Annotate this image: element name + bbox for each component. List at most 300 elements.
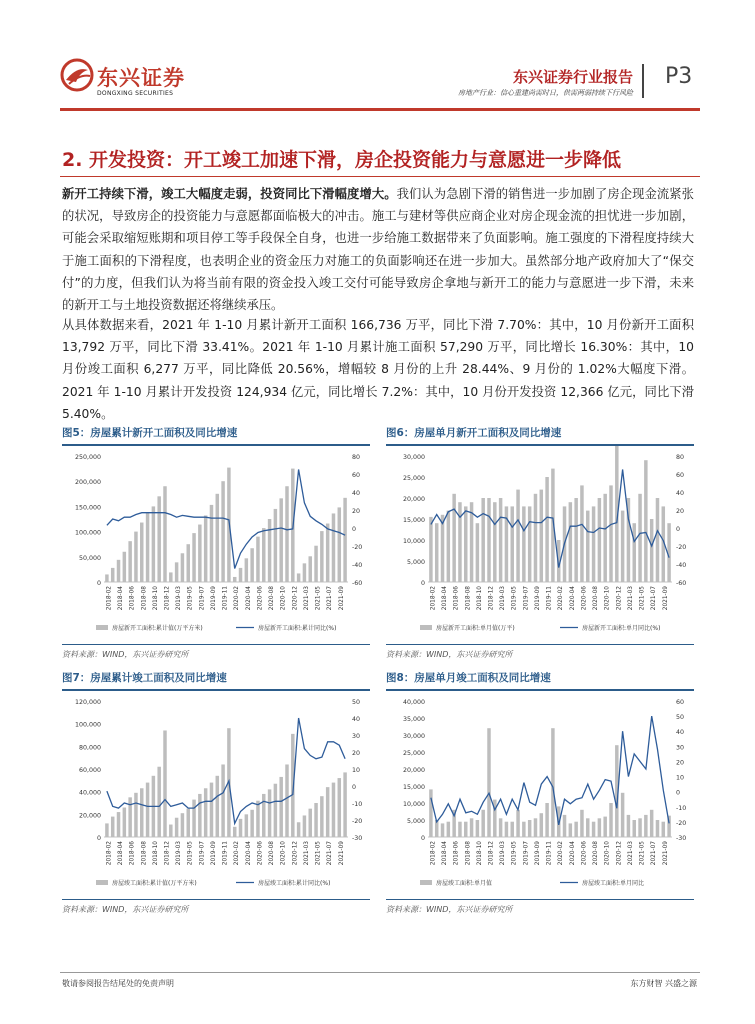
figure-title: 图8：房屋单月竣工面积及同比增速 <box>386 672 551 684</box>
x-tick-label: 2019-07 <box>523 586 530 611</box>
bar <box>470 818 473 837</box>
x-tick-label: 2018-02 <box>430 586 437 611</box>
x-tick-label: 2018-08 <box>141 586 148 611</box>
report-subtitle: 房地产行业：信心重建尚需时日，供需两弱持续下行风险 <box>458 89 633 97</box>
x-tick-label: 2021-09 <box>338 841 345 866</box>
y-right-tick-label: 20 <box>352 750 361 757</box>
logo-mark-icon <box>60 58 94 92</box>
x-tick-label: 2019-09 <box>210 586 217 611</box>
y-left-tick-label: 20,000 <box>78 812 101 820</box>
x-tick-label: 2018-04 <box>442 841 449 866</box>
bar <box>274 509 277 582</box>
x-tick-label: 2020-06 <box>257 586 264 611</box>
figure-bottom-rule <box>62 644 370 645</box>
y-left-tick-label: 50,000 <box>78 554 101 562</box>
legend-bar-label: 房屋竣工面积:单月值 <box>436 880 493 887</box>
paragraph-1 <box>62 183 694 316</box>
bar <box>233 827 236 837</box>
bar <box>580 810 583 837</box>
bar <box>627 815 630 837</box>
bar <box>279 777 282 837</box>
y-right-tick-label: -30 <box>676 835 687 842</box>
x-tick-label: 2019-05 <box>187 586 194 611</box>
bar <box>169 825 172 837</box>
bar <box>510 506 513 582</box>
bar <box>274 784 277 837</box>
x-tick-label: 2021-05 <box>639 586 646 611</box>
x-tick-label: 2018-06 <box>129 586 136 611</box>
bar <box>638 818 641 837</box>
chart-monthly-new-starts <box>386 446 694 640</box>
bar <box>285 486 288 582</box>
bar <box>586 511 589 582</box>
bar <box>592 506 595 582</box>
y-right-tick-label: 40 <box>676 729 685 737</box>
y-right-tick-label: 10 <box>352 767 361 774</box>
legend-bar-swatch <box>96 880 108 885</box>
x-tick-label: 2020-02 <box>234 586 241 611</box>
bar <box>650 810 653 837</box>
x-tick-label: 2021-07 <box>651 586 658 611</box>
x-tick-label: 2018-04 <box>118 586 125 611</box>
x-tick-label: 2018-10 <box>152 586 159 611</box>
y-right-tick-label: 80 <box>352 454 361 461</box>
bar <box>516 810 519 837</box>
y-left-tick-label: 10,000 <box>402 538 425 545</box>
bar <box>245 558 248 582</box>
bar <box>452 494 455 582</box>
x-tick-label: 2020-08 <box>269 841 276 866</box>
bar <box>551 728 554 837</box>
x-tick-label: 2019-05 <box>511 586 518 611</box>
x-tick-label: 2020-02 <box>558 841 565 866</box>
bar <box>534 494 537 582</box>
x-tick-label: 2018-12 <box>488 586 495 611</box>
bar <box>487 498 490 582</box>
x-tick-label: 2021-07 <box>327 586 334 611</box>
figure-source: 资料来源：WIND，东兴证券研究所 <box>62 905 189 914</box>
bar <box>656 498 659 582</box>
x-tick-label: 2020-12 <box>292 586 299 611</box>
chart-cumulative-new-starts <box>62 446 370 640</box>
bar <box>326 787 329 837</box>
legend-line-label: 房屋竣工面积:单月同比 <box>582 880 645 887</box>
y-right-tick-label: 10 <box>676 774 685 782</box>
x-tick-label: 2018-12 <box>488 841 495 866</box>
y-left-tick-label: 15,000 <box>402 784 425 791</box>
bar <box>603 494 606 582</box>
header-rule <box>60 108 700 111</box>
bar <box>481 810 484 837</box>
bar <box>343 772 346 837</box>
x-tick-label: 2020-06 <box>581 841 588 866</box>
bar <box>603 817 606 837</box>
x-tick-label: 2018-08 <box>141 841 148 866</box>
report-title: 东兴证券行业报告 <box>512 68 633 86</box>
x-tick-label: 2021-07 <box>651 841 658 866</box>
x-tick-label: 2019-05 <box>187 841 194 866</box>
y-right-tick-label: 40 <box>352 490 361 497</box>
x-tick-label: 2019-09 <box>534 586 541 611</box>
x-tick-label: 2020-12 <box>616 841 623 866</box>
x-tick-label: 2020-10 <box>604 586 611 611</box>
chart-monthly-completions <box>386 691 694 895</box>
bar <box>308 556 311 582</box>
bar <box>216 776 219 837</box>
x-tick-label: 2018-08 <box>465 841 472 866</box>
y-right-tick-label: 40 <box>352 716 361 723</box>
bar <box>117 560 120 582</box>
legend-bar-swatch <box>420 880 432 885</box>
bar <box>563 815 566 837</box>
bar <box>128 541 131 582</box>
bar <box>320 796 323 837</box>
y-right-tick-label: 30 <box>352 733 361 740</box>
y-right-tick-label: 80 <box>676 454 685 461</box>
figure-5 <box>62 425 370 665</box>
x-tick-label: 2018-02 <box>106 586 113 611</box>
bar <box>650 519 653 582</box>
legend-bar-label: 房屋竣工面积:累计值(万平方米) <box>112 880 197 887</box>
x-tick-label: 2020-10 <box>604 841 611 866</box>
bar <box>256 801 259 837</box>
bar <box>476 820 479 837</box>
bar <box>157 767 160 837</box>
bar <box>111 817 114 837</box>
y-left-tick-label: 40,000 <box>78 789 101 797</box>
bar <box>198 794 201 837</box>
y-right-tick-label: 0 <box>676 789 681 797</box>
bar <box>464 506 467 582</box>
x-tick-label: 2021-03 <box>627 841 634 866</box>
y-right-tick-label: -60 <box>352 580 363 587</box>
bar <box>332 513 335 582</box>
bar <box>297 573 300 582</box>
y-left-tick-label: 0 <box>420 835 425 842</box>
figure-title: 图6：房屋单月新开工面积及同比增速 <box>386 427 562 439</box>
bar <box>186 544 189 582</box>
company-logo <box>60 58 94 92</box>
paragraph-1-lead: 新开工持续下滑，竣工大幅度走弱，投资同比下滑幅度增大。 <box>62 187 397 201</box>
chart-cumulative-completions <box>62 691 370 895</box>
x-tick-label: 2020-04 <box>245 586 252 611</box>
x-tick-label: 2020-02 <box>558 586 565 611</box>
bar <box>210 783 213 837</box>
bar <box>204 515 207 582</box>
bar <box>338 507 341 582</box>
bar <box>332 783 335 837</box>
x-tick-label: 2018-06 <box>129 841 136 866</box>
bar <box>198 525 201 582</box>
bar <box>528 820 531 837</box>
legend-line-label: 房屋竣工面积:累计同比(%) <box>258 880 331 887</box>
y-right-tick-label: -60 <box>676 580 687 587</box>
bar <box>192 533 195 582</box>
footer-disclaimer: 敬请参阅报告结尾处的免责声明 <box>62 979 174 988</box>
y-left-tick-label: 30,000 <box>402 454 425 461</box>
bar <box>574 498 577 582</box>
bar <box>638 494 641 582</box>
y-left-tick-label: 10,000 <box>402 801 425 808</box>
bar <box>111 568 114 582</box>
x-tick-label: 2018-02 <box>106 841 113 866</box>
legend-line-label: 房屋新开工面积:累计同比(%) <box>258 625 337 632</box>
figure-source: 资料来源：WIND，东兴证券研究所 <box>386 650 513 659</box>
bar <box>256 537 259 582</box>
bar <box>308 809 311 837</box>
bar <box>569 502 572 582</box>
bar <box>592 822 595 837</box>
y-left-tick-label: 15,000 <box>402 517 425 524</box>
bar <box>429 789 432 837</box>
bar <box>574 822 577 837</box>
section-rule <box>60 176 700 177</box>
bar <box>522 506 525 582</box>
y-right-tick-label: -20 <box>676 819 687 827</box>
bar <box>152 506 155 582</box>
bar <box>303 563 306 582</box>
bar <box>181 553 184 582</box>
bar <box>569 823 572 837</box>
x-tick-label: 2021-09 <box>662 586 669 611</box>
bar <box>458 822 461 837</box>
bar <box>105 823 108 837</box>
x-tick-label: 2020-12 <box>616 586 623 611</box>
x-tick-label: 2019-07 <box>199 841 206 866</box>
bar <box>522 822 525 837</box>
y-right-tick-label: 30 <box>676 744 685 752</box>
bar <box>540 813 543 837</box>
bar <box>250 810 253 837</box>
bar <box>510 822 513 837</box>
x-tick-label: 2021-09 <box>662 841 669 866</box>
bar <box>268 789 271 837</box>
x-tick-label: 2020-06 <box>581 586 588 611</box>
bar <box>499 498 502 582</box>
legend-bar-swatch <box>420 625 432 630</box>
y-left-tick-label: 120,000 <box>74 699 101 706</box>
figure-title: 图5：房屋累计新开工面积及同比增速 <box>62 427 238 439</box>
bar <box>303 815 306 837</box>
bar <box>435 523 438 582</box>
y-right-tick-label: 60 <box>676 699 685 706</box>
x-tick-label: 2019-09 <box>210 841 217 866</box>
bar <box>128 797 131 837</box>
x-tick-label: 2019-03 <box>176 586 183 611</box>
bar <box>105 574 108 582</box>
bar <box>487 728 490 837</box>
x-tick-label: 2018-04 <box>118 841 125 866</box>
bar <box>175 562 178 582</box>
x-tick-label: 2021-07 <box>327 841 334 866</box>
bar <box>134 793 137 837</box>
y-left-tick-label: 25,000 <box>402 750 425 757</box>
y-left-tick-label: 150,000 <box>74 504 101 512</box>
bar <box>123 552 126 582</box>
y-right-tick-label: -30 <box>352 835 363 842</box>
x-tick-label: 2018-10 <box>152 841 159 866</box>
bar <box>662 822 665 837</box>
logo-name: 东兴证券 <box>97 66 185 90</box>
bar <box>169 572 172 582</box>
bar <box>343 498 346 582</box>
bar <box>262 794 265 837</box>
bar <box>632 820 635 837</box>
bar <box>516 490 519 582</box>
bar <box>528 506 531 582</box>
x-tick-label: 2021-05 <box>315 586 322 611</box>
bar <box>326 524 329 582</box>
x-tick-label: 2018-06 <box>453 841 460 866</box>
bar <box>632 523 635 582</box>
bar <box>644 460 647 582</box>
y-left-tick-label: 20,000 <box>402 767 425 774</box>
x-tick-label: 2018-10 <box>476 841 483 866</box>
bar <box>210 505 213 582</box>
bar <box>268 519 271 582</box>
bar <box>540 490 543 582</box>
y-left-tick-label: 100,000 <box>74 721 101 729</box>
x-tick-label: 2018-12 <box>164 841 171 866</box>
figure-title: 图7：房屋累计竣工面积及同比增速 <box>62 672 227 684</box>
x-tick-label: 2020-06 <box>257 841 264 866</box>
y-left-tick-label: 5,000 <box>406 559 425 566</box>
x-tick-label: 2020-04 <box>245 841 252 866</box>
y-left-tick-label: 0 <box>96 580 101 587</box>
section-title: 2. 开发投资：开工竣工加速下滑，房企投资能力与意愿进一步降低 <box>62 149 622 171</box>
y-left-tick-label: 100,000 <box>74 529 101 537</box>
bar <box>534 818 537 837</box>
y-right-tick-label: 0 <box>676 526 681 533</box>
x-tick-label: 2021-05 <box>315 841 322 866</box>
bar <box>233 577 236 582</box>
x-tick-label: 2020-12 <box>292 841 299 866</box>
y-left-tick-label: 40,000 <box>402 699 425 706</box>
bar <box>123 808 126 837</box>
paragraph-1-body: 我们认为急剧下滑的销售进一步加剧了房企现金流紧张的状况，导致房企的投资能力与意愿都面临极大的冲击。施工与建材等供应商企业对房企现金流的担忧进一步加剧，可能会采取缩短账期和项目停工等手段保全自身，也进一步给施工数据带来了负面影响。施工强度的下滑程度持续大于施工面积的下滑程度，也表明企业的资金压力对施工的负面影响还在进一步加大。虽然部分地产政府加大了“保交付”的力度，但我们认为将当前有限的资金投入竣工交付可能导致房企拿地与新开工的能力与意愿进一步下滑，未来的新开工与土地投资数据还将继续承压。 <box>62 187 694 313</box>
x-tick-label: 2021-05 <box>639 841 646 866</box>
bar <box>146 513 149 582</box>
figure-bottom-rule <box>386 644 694 645</box>
x-tick-label: 2019-05 <box>511 841 518 866</box>
figure-8 <box>386 670 694 920</box>
x-tick-label: 2019-03 <box>176 841 183 866</box>
bar <box>221 481 224 582</box>
y-right-tick-label: -10 <box>676 804 687 812</box>
x-tick-label: 2020-04 <box>569 841 576 866</box>
bar <box>117 812 120 837</box>
y-left-tick-label: 20,000 <box>402 496 425 503</box>
y-left-tick-label: 35,000 <box>402 716 425 723</box>
footer-slogan: 东方财智 兴盛之源 <box>630 979 697 988</box>
bar <box>505 822 508 837</box>
bar <box>609 485 612 582</box>
y-right-tick-label: -40 <box>676 562 687 569</box>
bar <box>297 822 300 837</box>
x-tick-label: 2020-08 <box>269 586 276 611</box>
bar <box>175 818 178 837</box>
figure-bottom-rule <box>386 899 694 900</box>
x-tick-label: 2020-02 <box>234 841 241 866</box>
x-tick-label: 2019-07 <box>199 586 206 611</box>
bar <box>458 502 461 582</box>
x-tick-label: 2019-03 <box>500 841 507 866</box>
bar <box>441 823 444 837</box>
bar <box>314 803 317 837</box>
legend-bar-label: 房屋新开工面积:累计值(万平方米) <box>112 625 203 632</box>
y-right-tick-label: -20 <box>352 544 363 551</box>
x-tick-label: 2020-04 <box>569 586 576 611</box>
bar <box>239 568 242 582</box>
line-series <box>431 716 669 825</box>
bar <box>157 496 160 582</box>
bar <box>499 818 502 837</box>
figure-7 <box>62 670 370 920</box>
y-left-tick-label: 60,000 <box>78 767 101 774</box>
legend-bar-swatch <box>96 625 108 630</box>
bar <box>447 511 450 582</box>
x-tick-label: 2021-09 <box>338 586 345 611</box>
x-tick-label: 2019-07 <box>523 841 530 866</box>
x-tick-label: 2019-11 <box>546 586 553 611</box>
bar <box>279 498 282 582</box>
logo-name-en: DONGXING SECURITIES <box>97 90 174 97</box>
x-tick-label: 2019-03 <box>500 586 507 611</box>
x-tick-label: 2018-02 <box>430 841 437 866</box>
y-right-tick-label: 50 <box>352 699 361 706</box>
bar <box>476 523 479 582</box>
figure-source: 资料来源：WIND，东兴证券研究所 <box>386 905 513 914</box>
bar <box>239 819 242 837</box>
bar <box>493 502 496 582</box>
bar <box>580 485 583 582</box>
x-tick-label: 2020-08 <box>593 586 600 611</box>
y-right-tick-label: 40 <box>676 490 685 497</box>
bar <box>221 764 224 837</box>
bar <box>598 818 601 837</box>
y-left-tick-label: 5,000 <box>406 818 425 825</box>
bar <box>314 546 317 582</box>
y-right-tick-label: 20 <box>352 508 361 515</box>
y-right-tick-label: -40 <box>352 562 363 569</box>
page-number: P3 <box>665 64 693 89</box>
bar <box>656 820 659 837</box>
y-right-tick-label: -20 <box>352 818 363 825</box>
bar <box>545 477 548 582</box>
x-tick-label: 2018-10 <box>476 586 483 611</box>
y-right-tick-label: 20 <box>676 508 685 515</box>
paragraph-2: 从具体数据来看，2021 年 1-10 月累计新开工面积 166,736 万平，同比下滑 7.70%：其中，10 月份新开工面积 13,792 万平，同比下滑 33.41%。2021 年 1-10 月累计施工面积 57,290 万平，同比增长 16.30%：其中，10 月份竣工面积 6,277 万平，同比降低 20.56%，增幅较 8 月份的上升 28.44%、9 月份的 1.02%大幅度下滑。2021 年 1-10 月累计开发投资 124,934 亿元，同比增长 7.2%：其中，10 月份开发投资 12,366 亿元，同比下滑 5.40%。 <box>62 318 694 421</box>
x-tick-label: 2018-08 <box>465 586 472 611</box>
x-tick-label: 2019-09 <box>534 841 541 866</box>
x-tick-label: 2020-08 <box>593 841 600 866</box>
bar <box>163 730 166 837</box>
bar <box>262 528 265 582</box>
footer-rule <box>60 972 700 973</box>
x-tick-label: 2020-10 <box>280 841 287 866</box>
y-right-tick-label: 0 <box>352 784 357 791</box>
bar <box>134 532 137 582</box>
bar <box>447 822 450 837</box>
bar <box>245 814 248 837</box>
y-right-tick-label: -10 <box>352 801 363 808</box>
bar <box>644 815 647 837</box>
bar <box>429 517 432 582</box>
y-left-tick-label: 250,000 <box>74 454 101 461</box>
bar <box>216 494 219 582</box>
figure-source: 资料来源：WIND，东兴证券研究所 <box>62 650 189 659</box>
bar <box>545 803 548 837</box>
